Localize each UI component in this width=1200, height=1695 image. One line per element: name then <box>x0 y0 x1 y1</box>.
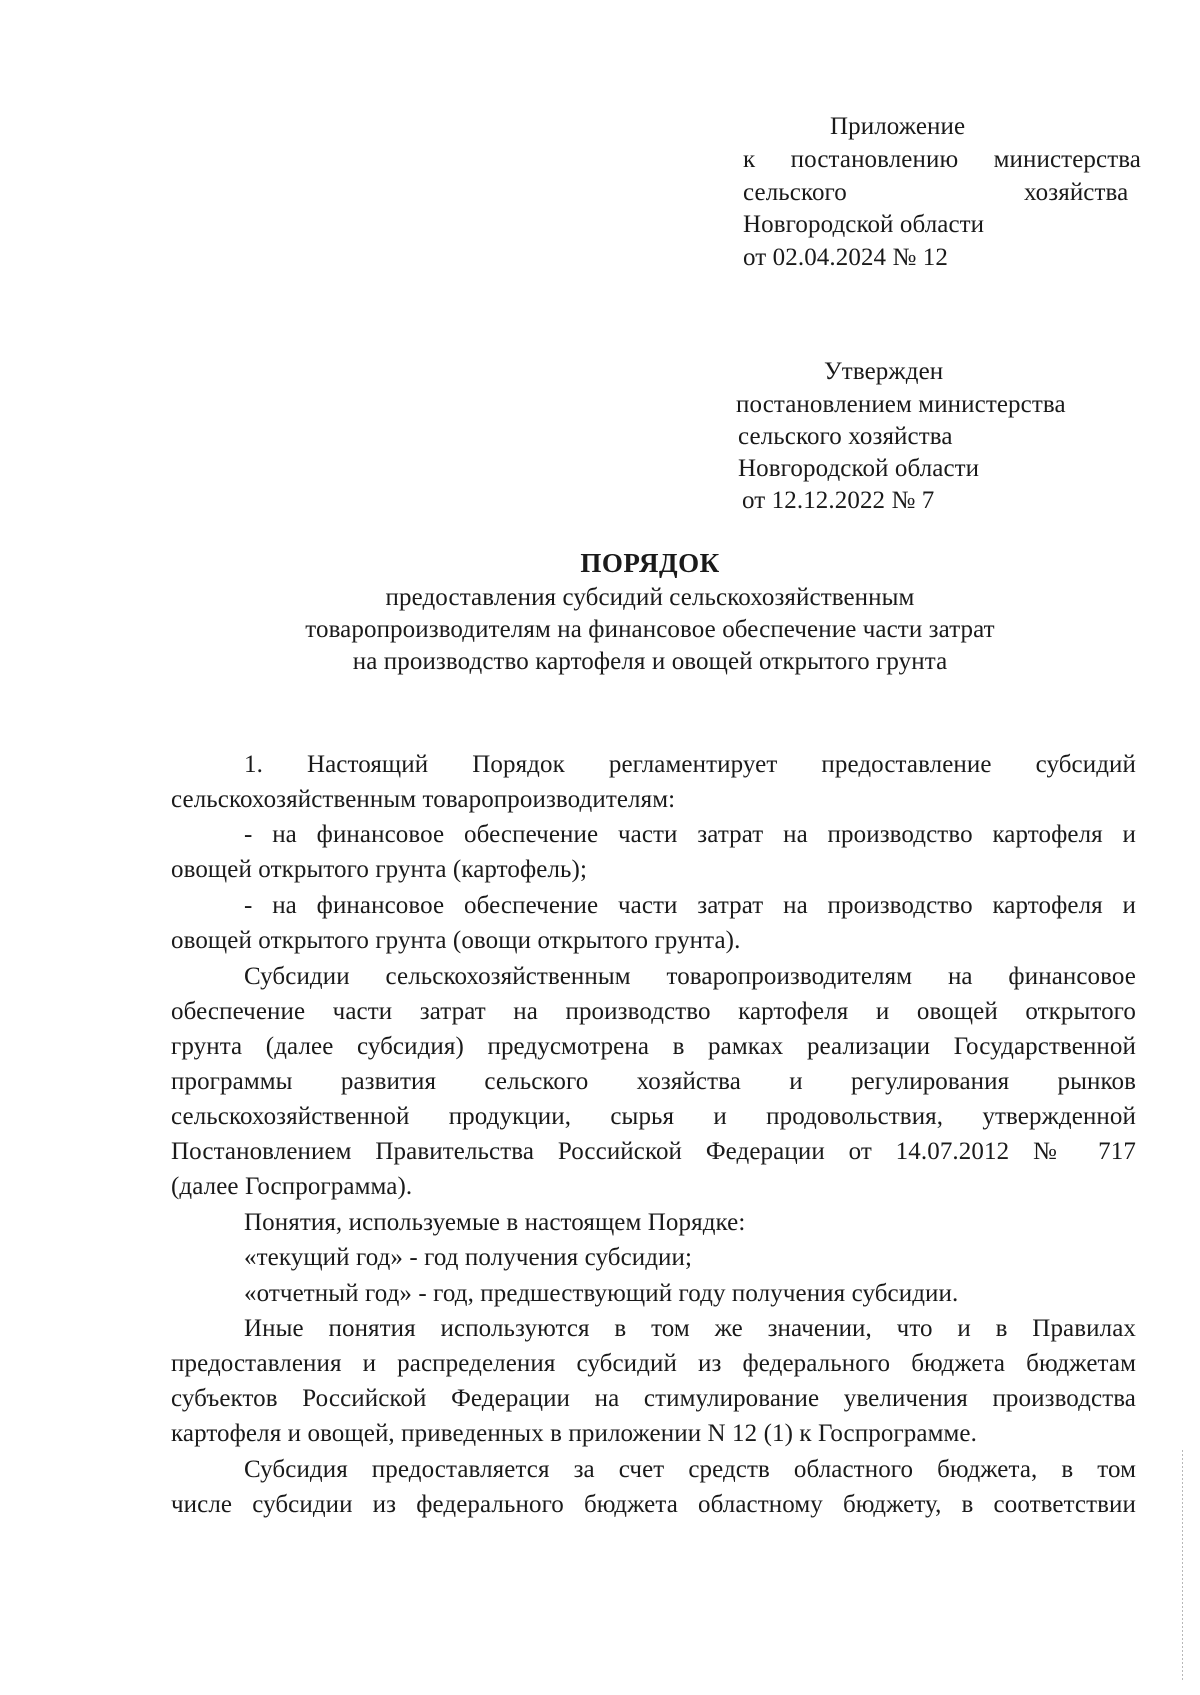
body-line: «отчетный год» - год, предшествующий году получения субсидии. <box>244 1280 959 1307</box>
body-line: предоставления и распределения субсидий из федерального бюджета бюджетам <box>171 1350 1136 1377</box>
document-subtitle: на производство картофеля и овощей открытого грунта <box>352 648 948 675</box>
body-line: Понятия, используемые в настоящем Порядке: <box>244 1209 746 1236</box>
body-line: обеспечение части затрат на производство картофеля и овощей открытого <box>171 998 1136 1025</box>
annex-line: сельского <box>743 179 847 206</box>
annex-line: хозяйства <box>1024 179 1129 206</box>
body-line: «текущий год» - год получения субсидии; <box>244 1244 693 1271</box>
body-line: числе субсидии из федерального бюджета областному бюджету, в соответствии <box>171 1491 1136 1518</box>
annex-line: к постановлению министерства <box>743 146 1141 173</box>
body-line: картофеля и овощей, приведенных в приложении N 12 (1) к Госпрограмме. <box>171 1420 977 1447</box>
document-subtitle: товаропроизводителям на финансовое обеспечение части затрат <box>305 616 995 643</box>
annex-line: Новгородской области <box>743 211 985 238</box>
body-line: 1. Настоящий Порядок регламентирует предоставление субсидий <box>244 751 1136 778</box>
body-line: грунта (далее субсидия) предусмотрена в рамках реализации Государственной <box>171 1033 1136 1060</box>
body-line: Постановлением Правительства Российской Федерации от 14.07.2012 № 717 <box>171 1138 1136 1165</box>
body-line: овощей открытого грунта (картофель); <box>171 856 588 883</box>
body-line: Субсидия предоставляется за счет средств областного бюджета, в том <box>244 1456 1136 1483</box>
body-line: Иные понятия используются в том же значении, что и в Правилах <box>244 1315 1136 1342</box>
document-subtitle: предоставления субсидий сельскохозяйственным <box>385 584 915 611</box>
body-line: овощей открытого грунта (овощи открытого грунта). <box>171 927 741 954</box>
body-line: - на финансовое обеспечение части затрат на производство картофеля и <box>244 821 1136 848</box>
approved-line: постановлением министерства <box>736 391 1066 418</box>
body-line: - на финансовое обеспечение части затрат на производство картофеля и <box>244 892 1136 919</box>
approved-line: Новгородской области <box>738 455 980 482</box>
body-line: (далее Госпрограмма). <box>171 1173 413 1200</box>
document-heading: ПОРЯДОК <box>580 548 720 578</box>
approved-line: сельского хозяйства <box>738 423 953 450</box>
body-line: сельскохозяйственным товаропроизводителям: <box>171 786 676 813</box>
body-line: сельскохозяйственной продукции, сырья и продовольствия, утвержденной <box>171 1103 1136 1130</box>
approved-date: от 12.12.2022 № 7 <box>742 487 935 514</box>
body-line: программы развития сельского хозяйства и регулирования рынков <box>171 1068 1136 1095</box>
scan-edge-mark <box>1182 1450 1183 1680</box>
approved-title: Утвержден <box>824 358 944 385</box>
body-line: субъектов Российской Федерации на стимулирование увеличения производства <box>171 1385 1136 1412</box>
annex-title: Приложение <box>830 113 966 140</box>
body-line: Субсидии сельскохозяйственным товаропроизводителям на финансовое <box>244 963 1136 990</box>
annex-date: от 02.04.2024 № 12 <box>743 244 948 271</box>
